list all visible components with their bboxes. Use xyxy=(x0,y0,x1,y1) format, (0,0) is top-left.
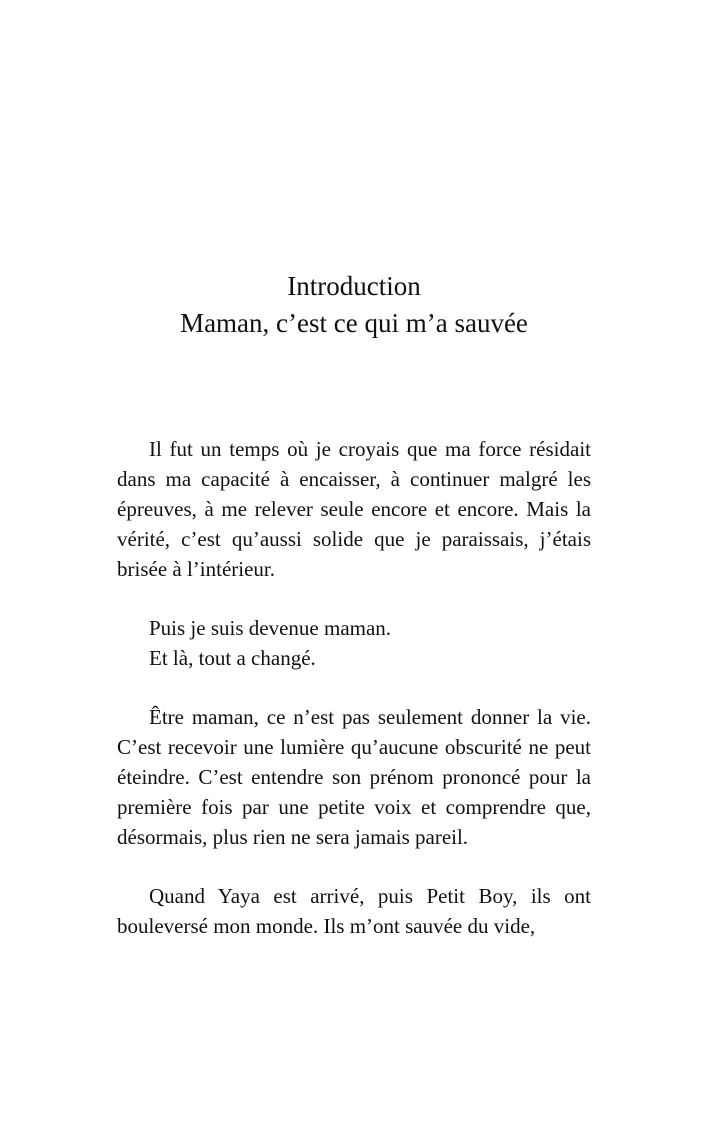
paragraph-3: Et là, tout a changé. xyxy=(149,646,316,670)
paragraph-1: Il fut un temps où je croyais que ma force résidait dans ma capacité à encaisser, à continuer malgré les épreuves, à me relever seule encore et encore. Mais la vérité, c’est qu’aussi solide que je paraissais, j’étais brisée à l’intérieur. xyxy=(117,437,591,581)
paragraph-2: Puis je suis devenue maman. xyxy=(149,616,392,640)
chapter-heading xyxy=(0,268,708,342)
chapter-body xyxy=(117,434,591,941)
paragraph-5: Quand Yaya est arrivé, puis Petit Boy, ils ont bouleversé mon monde. Ils m’ont sauvée du vide, xyxy=(117,884,591,938)
chapter-title: Maman, c’est ce qui m’a sauvée xyxy=(180,308,528,338)
chapter-label: Introduction xyxy=(287,271,421,301)
paragraph-4: Être maman, ce n’est pas seulement donner la vie. C’est recevoir une lumière qu’aucune obscurité ne peut éteindre. C’est entendre son prénom prononcé pour la première fois par une petite voix et comprendre que, désormais, plus rien ne sera jamais pareil. xyxy=(117,705,591,849)
